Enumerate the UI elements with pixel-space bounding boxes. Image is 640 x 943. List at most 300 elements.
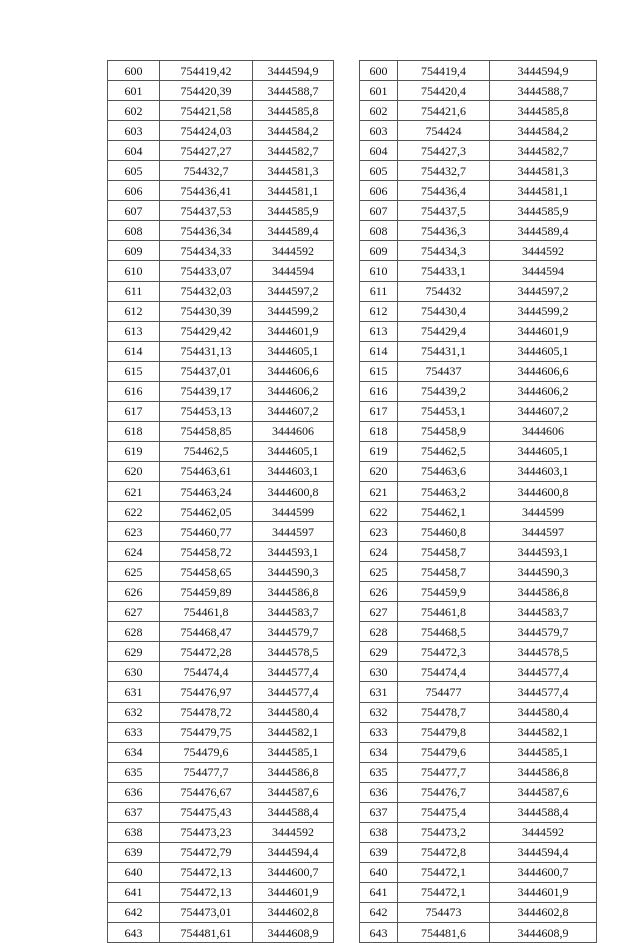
x-coordinate-cell: 754477	[398, 682, 490, 702]
point-number-cell: 627	[108, 602, 160, 622]
table-row	[108, 762, 597, 782]
column-gap	[334, 401, 360, 421]
point-number-cell: 611	[360, 281, 398, 301]
point-number-cell: 635	[360, 762, 398, 782]
x-coordinate-cell: 754473,2	[398, 822, 490, 842]
y-coordinate-cell: 3444586,8	[253, 582, 334, 602]
table-row	[108, 281, 597, 301]
x-coordinate-cell: 754479,75	[160, 722, 253, 742]
column-gap	[334, 842, 360, 862]
x-coordinate-cell: 754472,8	[398, 842, 490, 862]
point-number-cell: 617	[108, 401, 160, 421]
table-row	[108, 181, 597, 201]
point-number-cell: 628	[108, 622, 160, 642]
y-coordinate-cell: 3444584,2	[253, 121, 334, 141]
x-coordinate-cell: 754421,58	[160, 101, 253, 121]
x-coordinate-cell: 754463,2	[398, 481, 490, 501]
point-number-cell: 627	[360, 602, 398, 622]
column-gap	[334, 381, 360, 401]
column-gap	[334, 361, 360, 381]
column-gap	[334, 161, 360, 181]
x-coordinate-cell: 754476,67	[160, 782, 253, 802]
x-coordinate-cell: 754437,53	[160, 201, 253, 221]
y-coordinate-cell: 3444577,4	[490, 682, 597, 702]
column-gap	[334, 862, 360, 882]
x-coordinate-cell: 754439,17	[160, 381, 253, 401]
y-coordinate-cell: 3444581,3	[253, 161, 334, 181]
y-coordinate-cell: 3444600,7	[490, 862, 597, 882]
point-number-cell: 633	[360, 722, 398, 742]
x-coordinate-cell: 754459,9	[398, 582, 490, 602]
y-coordinate-cell: 3444608,9	[253, 923, 334, 943]
x-coordinate-cell: 754468,47	[160, 622, 253, 642]
y-coordinate-cell: 3444605,1	[253, 441, 334, 461]
table-row	[108, 141, 597, 161]
point-number-cell: 638	[360, 822, 398, 842]
table-row	[108, 421, 597, 441]
column-gap	[334, 181, 360, 201]
y-coordinate-cell: 3444590,3	[490, 562, 597, 582]
x-coordinate-cell: 754460,77	[160, 522, 253, 542]
column-gap	[334, 802, 360, 822]
y-coordinate-cell: 3444607,2	[490, 401, 597, 421]
x-coordinate-cell: 754432	[398, 281, 490, 301]
table-row	[108, 522, 597, 542]
y-coordinate-cell: 3444594,4	[490, 842, 597, 862]
table-row	[108, 461, 597, 481]
column-gap	[334, 522, 360, 542]
x-coordinate-cell: 754462,05	[160, 502, 253, 522]
table-row	[108, 902, 597, 922]
y-coordinate-cell: 3444579,7	[490, 622, 597, 642]
x-coordinate-cell: 754437,5	[398, 201, 490, 221]
y-coordinate-cell: 3444581,3	[490, 161, 597, 181]
x-coordinate-cell: 754437	[398, 361, 490, 381]
y-coordinate-cell: 3444600,8	[253, 481, 334, 501]
x-coordinate-cell: 754479,8	[398, 722, 490, 742]
x-coordinate-cell: 754458,9	[398, 421, 490, 441]
x-coordinate-cell: 754433,07	[160, 261, 253, 281]
point-number-cell: 606	[108, 181, 160, 201]
point-number-cell: 634	[108, 742, 160, 762]
x-coordinate-cell: 754427,3	[398, 141, 490, 161]
point-number-cell: 602	[360, 101, 398, 121]
y-coordinate-cell: 3444597	[253, 522, 334, 542]
y-coordinate-cell: 3444577,4	[253, 682, 334, 702]
y-coordinate-cell: 3444586,8	[253, 762, 334, 782]
y-coordinate-cell: 3444578,5	[490, 642, 597, 662]
point-number-cell: 618	[360, 421, 398, 441]
column-gap	[334, 882, 360, 902]
x-coordinate-cell: 754473,01	[160, 902, 253, 922]
point-number-cell: 636	[360, 782, 398, 802]
y-coordinate-cell: 3444603,1	[253, 461, 334, 481]
x-coordinate-cell: 754421,6	[398, 101, 490, 121]
column-gap	[334, 221, 360, 241]
x-coordinate-cell: 754431,13	[160, 341, 253, 361]
x-coordinate-cell: 754433,1	[398, 261, 490, 281]
point-number-cell: 639	[108, 842, 160, 862]
table-row	[108, 642, 597, 662]
x-coordinate-cell: 754458,7	[398, 542, 490, 562]
column-gap	[334, 722, 360, 742]
column-gap	[334, 341, 360, 361]
y-coordinate-cell: 3444608,9	[490, 923, 597, 943]
y-coordinate-cell: 3444606,2	[490, 381, 597, 401]
y-coordinate-cell: 3444583,7	[253, 602, 334, 622]
y-coordinate-cell: 3444589,4	[490, 221, 597, 241]
point-number-cell: 634	[360, 742, 398, 762]
point-number-cell: 614	[108, 341, 160, 361]
y-coordinate-cell: 3444578,5	[253, 642, 334, 662]
x-coordinate-cell: 754463,24	[160, 481, 253, 501]
column-gap	[334, 421, 360, 441]
point-number-cell: 600	[108, 61, 160, 81]
y-coordinate-cell: 3444605,1	[253, 341, 334, 361]
table-row	[108, 582, 597, 602]
y-coordinate-cell: 3444601,9	[490, 321, 597, 341]
column-gap	[334, 582, 360, 602]
column-gap	[334, 502, 360, 522]
x-coordinate-cell: 754431,1	[398, 341, 490, 361]
x-coordinate-cell: 754481,61	[160, 923, 253, 943]
x-coordinate-cell: 754437,01	[160, 361, 253, 381]
y-coordinate-cell: 3444603,1	[490, 461, 597, 481]
x-coordinate-cell: 754427,27	[160, 141, 253, 161]
point-number-cell: 616	[108, 381, 160, 401]
point-number-cell: 605	[360, 161, 398, 181]
table-row	[108, 341, 597, 361]
point-number-cell: 615	[360, 361, 398, 381]
table-row	[108, 361, 597, 381]
y-coordinate-cell: 3444585,9	[490, 201, 597, 221]
y-coordinate-cell: 3444587,6	[253, 782, 334, 802]
y-coordinate-cell: 3444601,9	[490, 882, 597, 902]
x-coordinate-cell: 754477,7	[398, 762, 490, 782]
table-row	[108, 842, 597, 862]
point-number-cell: 609	[360, 241, 398, 261]
column-gap	[334, 261, 360, 281]
x-coordinate-cell: 754436,3	[398, 221, 490, 241]
x-coordinate-cell: 754429,42	[160, 321, 253, 341]
point-number-cell: 633	[108, 722, 160, 742]
x-coordinate-cell: 754472,13	[160, 882, 253, 902]
point-number-cell: 604	[108, 141, 160, 161]
point-number-cell: 616	[360, 381, 398, 401]
x-coordinate-cell: 754459,89	[160, 582, 253, 602]
point-number-cell: 609	[108, 241, 160, 261]
table-row	[108, 61, 597, 81]
point-number-cell: 621	[360, 481, 398, 501]
document-page	[107, 60, 596, 943]
y-coordinate-cell: 3444601,9	[253, 321, 334, 341]
column-gap	[334, 121, 360, 141]
y-coordinate-cell: 3444586,8	[490, 582, 597, 602]
column-gap	[334, 762, 360, 782]
point-number-cell: 643	[108, 923, 160, 943]
y-coordinate-cell: 3444606	[253, 421, 334, 441]
x-coordinate-cell: 754462,1	[398, 502, 490, 522]
y-coordinate-cell: 3444607,2	[253, 401, 334, 421]
point-number-cell: 641	[360, 882, 398, 902]
column-gap	[334, 241, 360, 261]
point-number-cell: 642	[108, 902, 160, 922]
y-coordinate-cell: 3444582,7	[490, 141, 597, 161]
x-coordinate-cell: 754429,4	[398, 321, 490, 341]
y-coordinate-cell: 3444577,4	[253, 662, 334, 682]
x-coordinate-cell: 754434,33	[160, 241, 253, 261]
x-coordinate-cell: 754424,03	[160, 121, 253, 141]
point-number-cell: 613	[108, 321, 160, 341]
table-row	[108, 742, 597, 762]
table-row	[108, 301, 597, 321]
column-gap	[334, 481, 360, 501]
point-number-cell: 622	[360, 502, 398, 522]
y-coordinate-cell: 3444594	[253, 261, 334, 281]
point-number-cell: 629	[108, 642, 160, 662]
y-coordinate-cell: 3444594,9	[253, 61, 334, 81]
x-coordinate-cell: 754472,13	[160, 862, 253, 882]
x-coordinate-cell: 754434,3	[398, 241, 490, 261]
table-row	[108, 441, 597, 461]
y-coordinate-cell: 3444606,6	[490, 361, 597, 381]
x-coordinate-cell: 754419,4	[398, 61, 490, 81]
x-coordinate-cell: 754458,72	[160, 542, 253, 562]
y-coordinate-cell: 3444594,9	[490, 61, 597, 81]
y-coordinate-cell: 3444600,7	[253, 862, 334, 882]
y-coordinate-cell: 3444584,2	[490, 121, 597, 141]
column-gap	[334, 822, 360, 842]
column-gap	[334, 622, 360, 642]
column-gap	[334, 81, 360, 101]
point-number-cell: 636	[108, 782, 160, 802]
x-coordinate-cell: 754481,6	[398, 923, 490, 943]
table-row	[108, 161, 597, 181]
x-coordinate-cell: 754476,7	[398, 782, 490, 802]
x-coordinate-cell: 754436,41	[160, 181, 253, 201]
y-coordinate-cell: 3444597,2	[253, 281, 334, 301]
y-coordinate-cell: 3444588,7	[253, 81, 334, 101]
x-coordinate-cell: 754453,13	[160, 401, 253, 421]
column-gap	[334, 782, 360, 802]
point-number-cell: 603	[108, 121, 160, 141]
y-coordinate-cell: 3444580,4	[253, 702, 334, 722]
table-row	[108, 702, 597, 722]
column-gap	[334, 141, 360, 161]
column-gap	[334, 321, 360, 341]
table-row	[108, 81, 597, 101]
point-number-cell: 620	[108, 461, 160, 481]
y-coordinate-cell: 3444597,2	[490, 281, 597, 301]
y-coordinate-cell: 3444585,1	[490, 742, 597, 762]
point-number-cell: 603	[360, 121, 398, 141]
y-coordinate-cell: 3444599,2	[253, 301, 334, 321]
point-number-cell: 611	[108, 281, 160, 301]
x-coordinate-cell: 754463,61	[160, 461, 253, 481]
y-coordinate-cell: 3444599	[253, 502, 334, 522]
table-row	[108, 201, 597, 221]
table-row	[108, 923, 597, 943]
point-number-cell: 631	[360, 682, 398, 702]
y-coordinate-cell: 3444600,8	[490, 481, 597, 501]
point-number-cell: 612	[108, 301, 160, 321]
x-coordinate-cell: 754436,34	[160, 221, 253, 241]
y-coordinate-cell: 3444593,1	[253, 542, 334, 562]
table-row	[108, 221, 597, 241]
point-number-cell: 631	[108, 682, 160, 702]
point-number-cell: 621	[108, 481, 160, 501]
column-gap	[334, 742, 360, 762]
point-number-cell: 640	[108, 862, 160, 882]
y-coordinate-cell: 3444594,4	[253, 842, 334, 862]
y-coordinate-cell: 3444582,7	[253, 141, 334, 161]
column-gap	[334, 61, 360, 81]
y-coordinate-cell: 3444602,8	[490, 902, 597, 922]
point-number-cell: 612	[360, 301, 398, 321]
point-number-cell: 643	[360, 923, 398, 943]
x-coordinate-cell: 754474,4	[160, 662, 253, 682]
y-coordinate-cell: 3444593,1	[490, 542, 597, 562]
point-number-cell: 628	[360, 622, 398, 642]
x-coordinate-cell: 754477,7	[160, 762, 253, 782]
point-number-cell: 626	[108, 582, 160, 602]
y-coordinate-cell: 3444582,1	[253, 722, 334, 742]
x-coordinate-cell: 754475,4	[398, 802, 490, 822]
point-number-cell: 622	[108, 502, 160, 522]
point-number-cell: 619	[360, 441, 398, 461]
table-row	[108, 682, 597, 702]
y-coordinate-cell: 3444585,8	[253, 101, 334, 121]
x-coordinate-cell: 754453,1	[398, 401, 490, 421]
y-coordinate-cell: 3444583,7	[490, 602, 597, 622]
table-row	[108, 121, 597, 141]
table-row	[108, 822, 597, 842]
y-coordinate-cell: 3444592	[253, 241, 334, 261]
coordinates-table	[107, 60, 597, 943]
x-coordinate-cell: 754474,4	[398, 662, 490, 682]
y-coordinate-cell: 3444601,9	[253, 882, 334, 902]
point-number-cell: 625	[108, 562, 160, 582]
y-coordinate-cell: 3444588,7	[490, 81, 597, 101]
y-coordinate-cell: 3444592	[253, 822, 334, 842]
y-coordinate-cell: 3444581,1	[253, 181, 334, 201]
x-coordinate-cell: 754420,4	[398, 81, 490, 101]
table-row	[108, 241, 597, 261]
y-coordinate-cell: 3444590,3	[253, 562, 334, 582]
y-coordinate-cell: 3444588,4	[253, 802, 334, 822]
column-gap	[334, 662, 360, 682]
table-row	[108, 321, 597, 341]
x-coordinate-cell: 754462,5	[398, 441, 490, 461]
x-coordinate-cell: 754479,6	[398, 742, 490, 762]
x-coordinate-cell: 754460,8	[398, 522, 490, 542]
column-gap	[334, 542, 360, 562]
column-gap	[334, 682, 360, 702]
y-coordinate-cell: 3444605,1	[490, 441, 597, 461]
y-coordinate-cell: 3444594	[490, 261, 597, 281]
point-number-cell: 640	[360, 862, 398, 882]
column-gap	[334, 301, 360, 321]
point-number-cell: 605	[108, 161, 160, 181]
y-coordinate-cell: 3444581,1	[490, 181, 597, 201]
column-gap	[334, 902, 360, 922]
x-coordinate-cell: 754458,65	[160, 562, 253, 582]
point-number-cell: 626	[360, 582, 398, 602]
table-row	[108, 481, 597, 501]
point-number-cell: 625	[360, 562, 398, 582]
x-coordinate-cell: 754439,2	[398, 381, 490, 401]
y-coordinate-cell: 3444597	[490, 522, 597, 542]
x-coordinate-cell: 754475,43	[160, 802, 253, 822]
x-coordinate-cell: 754432,7	[160, 161, 253, 181]
x-coordinate-cell: 754476,97	[160, 682, 253, 702]
x-coordinate-cell: 754472,1	[398, 862, 490, 882]
x-coordinate-cell: 754472,1	[398, 882, 490, 902]
point-number-cell: 632	[108, 702, 160, 722]
y-coordinate-cell: 3444586,8	[490, 762, 597, 782]
table-row	[108, 101, 597, 121]
x-coordinate-cell: 754472,79	[160, 842, 253, 862]
x-coordinate-cell: 754472,28	[160, 642, 253, 662]
point-number-cell: 610	[108, 261, 160, 281]
table-row	[108, 802, 597, 822]
table-row	[108, 662, 597, 682]
x-coordinate-cell: 754463,6	[398, 461, 490, 481]
point-number-cell: 602	[108, 101, 160, 121]
y-coordinate-cell: 3444599,2	[490, 301, 597, 321]
column-gap	[334, 461, 360, 481]
point-number-cell: 629	[360, 642, 398, 662]
x-coordinate-cell: 754478,72	[160, 702, 253, 722]
column-gap	[334, 562, 360, 582]
y-coordinate-cell: 3444592	[490, 822, 597, 842]
x-coordinate-cell: 754458,85	[160, 421, 253, 441]
point-number-cell: 610	[360, 261, 398, 281]
point-number-cell: 637	[360, 802, 398, 822]
table-row	[108, 502, 597, 522]
point-number-cell: 604	[360, 141, 398, 161]
x-coordinate-cell: 754430,4	[398, 301, 490, 321]
point-number-cell: 632	[360, 702, 398, 722]
y-coordinate-cell: 3444585,9	[253, 201, 334, 221]
table-row	[108, 261, 597, 281]
x-coordinate-cell: 754458,7	[398, 562, 490, 582]
x-coordinate-cell: 754430,39	[160, 301, 253, 321]
table-row	[108, 602, 597, 622]
table-row	[108, 882, 597, 902]
x-coordinate-cell: 754468,5	[398, 622, 490, 642]
point-number-cell: 635	[108, 762, 160, 782]
point-number-cell: 637	[108, 802, 160, 822]
point-number-cell: 618	[108, 421, 160, 441]
column-gap	[334, 702, 360, 722]
point-number-cell: 630	[108, 662, 160, 682]
x-coordinate-cell: 754473,23	[160, 822, 253, 842]
point-number-cell: 613	[360, 321, 398, 341]
point-number-cell: 623	[108, 522, 160, 542]
point-number-cell: 607	[360, 201, 398, 221]
column-gap	[334, 602, 360, 622]
point-number-cell: 606	[360, 181, 398, 201]
point-number-cell: 615	[108, 361, 160, 381]
x-coordinate-cell: 754420,39	[160, 81, 253, 101]
y-coordinate-cell: 3444582,1	[490, 722, 597, 742]
x-coordinate-cell: 754436,4	[398, 181, 490, 201]
y-coordinate-cell: 3444588,4	[490, 802, 597, 822]
y-coordinate-cell: 3444599	[490, 502, 597, 522]
column-gap	[334, 101, 360, 121]
x-coordinate-cell: 754472,3	[398, 642, 490, 662]
